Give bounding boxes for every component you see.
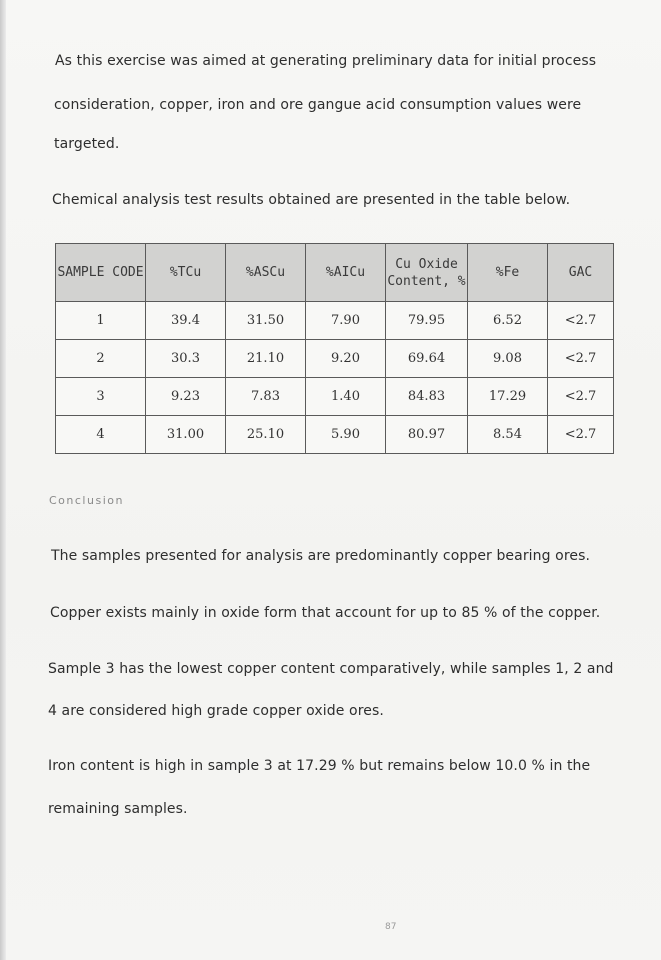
cell-gac: <2.7 bbox=[548, 416, 614, 454]
conclusion-line-4: 4 are considered high grade copper oxide ores. bbox=[48, 703, 384, 719]
cell-tcu: 31.00 bbox=[146, 416, 226, 454]
cell-ascu: 7.83 bbox=[226, 378, 306, 416]
conclusion-heading: Conclusion bbox=[49, 494, 124, 507]
cell-fe: 8.54 bbox=[468, 416, 548, 454]
intro-line-1: As this exercise was aimed at generating preliminary data for initial process bbox=[55, 53, 597, 69]
cell-tcu: 9.23 bbox=[146, 378, 226, 416]
cell-cu-oxide: 84.83 bbox=[386, 378, 468, 416]
header-fe: %Fe bbox=[468, 244, 548, 302]
cell-gac: <2.7 bbox=[548, 378, 614, 416]
cell-tcu: 39.4 bbox=[146, 302, 226, 340]
conclusion-line-6: remaining samples. bbox=[48, 801, 188, 817]
cell-sample-code: 1 bbox=[56, 302, 146, 340]
cell-ascu: 21.10 bbox=[226, 340, 306, 378]
table-row bbox=[56, 302, 614, 340]
header-tcu: %TCu bbox=[146, 244, 226, 302]
cell-fe: 17.29 bbox=[468, 378, 548, 416]
cell-cu-oxide: 80.97 bbox=[386, 416, 468, 454]
intro-line-3: targeted. bbox=[54, 136, 120, 152]
cell-tcu: 30.3 bbox=[146, 340, 226, 378]
header-gac: GAC bbox=[548, 244, 614, 302]
table-row bbox=[56, 416, 614, 454]
header-ascu: %ASCu bbox=[226, 244, 306, 302]
table-row bbox=[56, 378, 614, 416]
cell-sample-code: 4 bbox=[56, 416, 146, 454]
header-aicu: %AICu bbox=[306, 244, 386, 302]
header-sample-code: SAMPLE CODE bbox=[56, 244, 146, 302]
cell-aicu: 7.90 bbox=[306, 302, 386, 340]
cell-fe: 9.08 bbox=[468, 340, 548, 378]
cell-sample-code: 3 bbox=[56, 378, 146, 416]
table-lead-text: Chemical analysis test results obtained are presented in the table below. bbox=[52, 192, 571, 208]
conclusion-line-3: Sample 3 has the lowest copper content comparatively, while samples 1, 2 and bbox=[48, 661, 614, 677]
table-header-row bbox=[56, 244, 614, 302]
scan-edge bbox=[0, 0, 6, 960]
conclusion-line-2: Copper exists mainly in oxide form that account for up to 85 % of the copper. bbox=[50, 605, 601, 621]
results-table-container bbox=[55, 243, 613, 454]
cell-aicu: 5.90 bbox=[306, 416, 386, 454]
cell-ascu: 25.10 bbox=[226, 416, 306, 454]
cell-cu-oxide: 69.64 bbox=[386, 340, 468, 378]
conclusion-line-5: Iron content is high in sample 3 at 17.29 % but remains below 10.0 % in the bbox=[48, 758, 591, 774]
table-row bbox=[56, 340, 614, 378]
cell-aicu: 9.20 bbox=[306, 340, 386, 378]
chemical-analysis-table bbox=[55, 243, 614, 454]
cell-aicu: 1.40 bbox=[306, 378, 386, 416]
cell-sample-code: 2 bbox=[56, 340, 146, 378]
cell-gac: <2.7 bbox=[548, 302, 614, 340]
cell-fe: 6.52 bbox=[468, 302, 548, 340]
conclusion-line-1: The samples presented for analysis are predominantly copper bearing ores. bbox=[51, 548, 591, 564]
intro-line-2: consideration, copper, iron and ore gangue acid consumption values were bbox=[54, 97, 582, 113]
cell-gac: <2.7 bbox=[548, 340, 614, 378]
page-mark: 87 bbox=[385, 922, 397, 932]
cell-ascu: 31.50 bbox=[226, 302, 306, 340]
header-cu-oxide: Cu Oxide Content, % bbox=[386, 244, 468, 302]
cell-cu-oxide: 79.95 bbox=[386, 302, 468, 340]
